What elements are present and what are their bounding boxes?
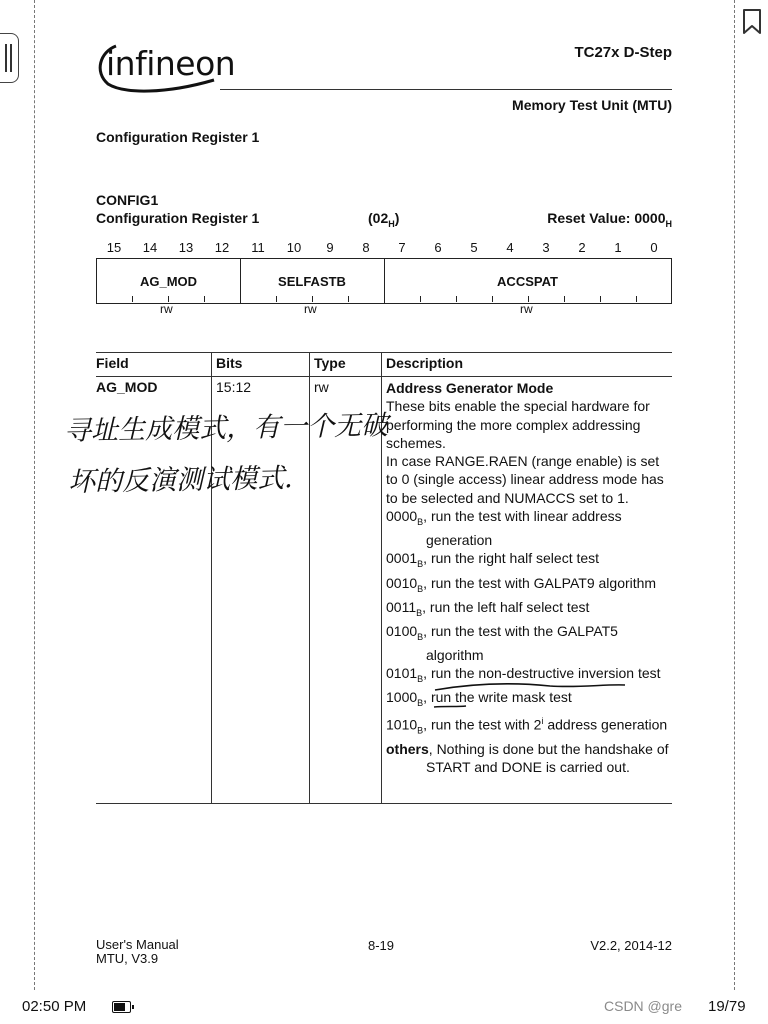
bit-tick xyxy=(600,296,601,302)
header-bits: Bits xyxy=(216,355,243,371)
bit-tick xyxy=(276,296,277,302)
field-selfastb: SELFASTB xyxy=(278,273,346,289)
register-long-name: Configuration Register 1 xyxy=(96,210,260,226)
bit-tick xyxy=(420,296,421,302)
header-description: Description xyxy=(386,355,464,371)
mode-item: $1000_B$, run the write mask test xyxy=(386,689,572,709)
battery-icon xyxy=(112,1001,131,1013)
bit-number: 2 xyxy=(578,240,586,255)
bit-number: 3 xyxy=(542,240,550,255)
mode-item: $0101_B$, run the non-destructive inversion test xyxy=(386,665,661,684)
header-rule xyxy=(220,89,672,90)
table-rule xyxy=(96,352,672,353)
access-label: rw xyxy=(160,302,173,316)
page-counter[interactable]: 19/79 xyxy=(708,998,746,1015)
header-field: Field xyxy=(96,355,129,371)
bit-numbers xyxy=(96,240,672,256)
register-offset: $(02_H)$ xyxy=(368,210,400,229)
mode-item: $0000_B$, run the test with linear address generation xyxy=(386,508,622,549)
bit-number: 0 xyxy=(650,240,658,255)
bit-number: 14 xyxy=(142,240,158,255)
desc-intro: These bits enable the special hardware for performing the more complex addressing schemes. xyxy=(386,398,650,451)
cell-type: rw xyxy=(314,379,329,395)
bit-number: 8 xyxy=(362,240,370,255)
cell-field: AG_MOD xyxy=(96,379,158,395)
mode-item: $1010_B$, run the test with 2$^i$ address generation xyxy=(386,716,668,736)
mode-item: $0001_B$, run the right half select test xyxy=(386,550,600,570)
table-rule xyxy=(96,376,672,377)
bit-tick xyxy=(564,296,565,302)
underline-annotation xyxy=(430,676,630,712)
header-type: Type xyxy=(314,355,346,371)
side-panel-toggle[interactable] xyxy=(0,33,19,83)
field-ag-mod: AG_MOD xyxy=(139,273,198,289)
footer-left xyxy=(96,938,179,966)
desc-title: Address Generator Mode xyxy=(386,380,554,396)
bit-number: 10 xyxy=(286,240,302,255)
footer-manual: User's Manual xyxy=(96,937,179,952)
mode-item: $0011_B$, run the left half select test xyxy=(386,598,590,618)
cell-bits: 15:12 xyxy=(216,379,252,395)
cell-description xyxy=(386,379,672,777)
bookmark-icon[interactable] xyxy=(740,8,764,36)
watermark: CSDN @gre xyxy=(604,998,683,1014)
field-accspat: ACCSPAT xyxy=(497,273,558,289)
table-rule xyxy=(96,803,672,804)
bit-number: 9 xyxy=(326,240,334,255)
mode-item: $0010_B$, run the test with GALPAT9 algorithm xyxy=(386,574,657,594)
footer-version: V2.2, 2014-12 xyxy=(590,938,672,953)
bit-tick xyxy=(348,296,349,302)
document-section: Memory Test Unit (MTU) xyxy=(512,97,672,113)
bit-number: 5 xyxy=(470,240,478,255)
bit-number: 11 xyxy=(251,240,265,255)
mode-item: $0100_B$, run the test with the GALPAT5 algorithm xyxy=(386,622,618,663)
bit-tick xyxy=(204,296,205,302)
handwritten-line-1: 寻址生成模式，有一个无破 xyxy=(63,410,389,447)
bit-tick xyxy=(636,296,637,302)
bit-number: 4 xyxy=(506,240,514,255)
bit-number: 7 xyxy=(398,240,406,255)
handwritten-note xyxy=(60,402,390,498)
footer-mtu-version: MTU, V3.9 xyxy=(96,951,159,966)
infineon-logo xyxy=(96,38,236,94)
register-reset-value: Reset Value: $0000_H$ xyxy=(547,210,672,229)
status-time: 02:50 PM xyxy=(22,998,87,1015)
desc-range: In case RANGE.RAEN (range enable) is set to 0 (single access) linear address mode has to be selected and NUMACCS set to 1. xyxy=(386,453,664,506)
bit-number: 6 xyxy=(434,240,442,255)
bit-tick xyxy=(492,296,493,302)
bit-number: 1 xyxy=(614,240,622,255)
register-bitfield-diagram xyxy=(96,258,672,304)
page-edge-left xyxy=(34,0,35,990)
bit-tick xyxy=(456,296,457,302)
document-title: TC27x D-Step xyxy=(574,44,672,61)
logo-text: infineon xyxy=(106,44,236,83)
access-label: rw xyxy=(304,302,317,316)
mode-item-others: others, Nothing is done but the handshake of START and DONE is carried out. xyxy=(386,741,669,776)
register-short-name: CONFIG1 xyxy=(96,192,159,208)
bit-tick xyxy=(132,296,133,302)
footer-page-number: 8-19 xyxy=(368,938,395,953)
page-edge-right xyxy=(734,0,735,990)
bit-number: 13 xyxy=(178,240,194,255)
bit-number: 12 xyxy=(214,240,230,255)
access-label: rw xyxy=(520,302,533,316)
section-title: Configuration Register 1 xyxy=(96,129,260,145)
handwritten-line-2: 坏的反演测试模式. xyxy=(67,463,293,498)
bit-number: 15 xyxy=(106,240,122,255)
